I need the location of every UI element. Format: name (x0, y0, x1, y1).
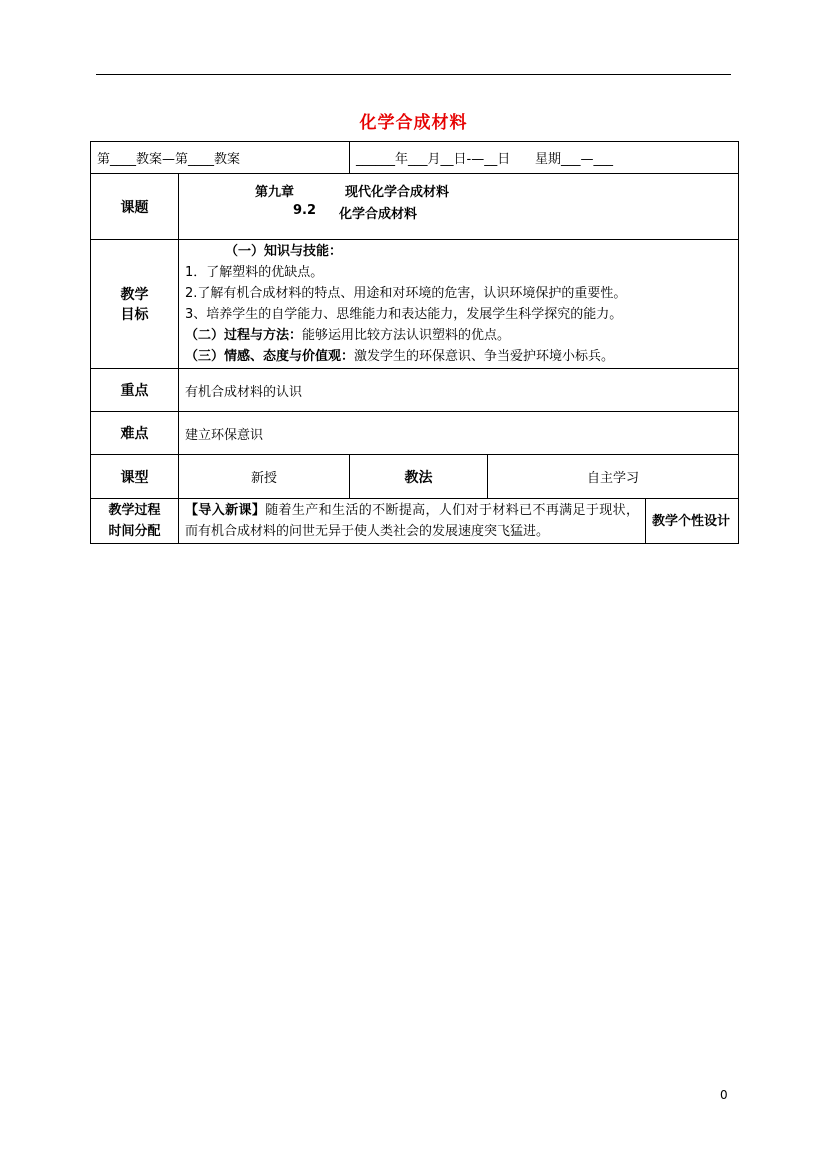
difficulty-label: 难点 (91, 412, 179, 455)
difficulty-row (91, 412, 739, 455)
process-label: 教学过程 时间分配 (91, 499, 179, 544)
chapter-name: 现代化学合成材料 (345, 184, 450, 200)
intro-tag: 【导入新课】 (185, 503, 266, 518)
process-row (91, 499, 739, 544)
goals-row (91, 240, 739, 369)
focus-cell: 有机合成材料的认识 (179, 369, 739, 412)
goals-cell (179, 240, 739, 369)
design-label: 教学个性设计 (646, 499, 739, 544)
document-title: 化学合成材料 (359, 113, 468, 133)
topic-label: 课题 (91, 174, 179, 240)
focus-row (91, 369, 739, 412)
goal-attitude: （三）情感、态度与价值观：激发学生的环保意识、争当爱护环境小标兵。 (185, 349, 615, 364)
intro-text: 随着生产和生活的不断提高，人们对于材料已不再满足于现状，而有机合成材料的问世无异于使人类社会的发展速度突飞猛进。 (185, 503, 639, 539)
section-name: 化学合成材料 (339, 206, 418, 222)
goal-line-2: 2.了解有机合成材料的特点、用途和对环境的危害，认识环境保护的重要性。 (185, 286, 627, 301)
goal-line-3: 3、培养学生的自学能力、思维能力和表达能力，发展学生科学探究的能力。 (185, 307, 623, 322)
goals-label: 教学 目标 (91, 240, 179, 369)
goal-heading-process: （二）过程与方法： (185, 328, 303, 343)
date-cell: ______年___月__日-—__日 星期___—___ (350, 142, 739, 174)
chapter-number: 第九章 (255, 184, 295, 200)
lesson-type-label: 课型 (91, 455, 179, 499)
process-intro-cell (179, 499, 646, 544)
header-rule (96, 74, 731, 75)
lesson-type-value: 新授 (179, 455, 350, 499)
goal-line-1: 1．了解塑料的优缺点。 (185, 265, 324, 280)
difficulty-cell: 建立环保意识 (179, 412, 739, 455)
header-row (91, 142, 739, 174)
goal-heading-knowledge: （一）知识与技能： (225, 244, 343, 259)
lesson-plan-table (90, 141, 739, 544)
teaching-method-label: 教法 (350, 455, 488, 499)
goal-heading-attitude: （三）情感、态度与价值观： (185, 349, 355, 364)
goal-process: （二）过程与方法：能够运用比较方法认识塑料的优点。 (185, 328, 511, 343)
lesson-type-row (91, 455, 739, 499)
page-number: 0 (720, 1088, 728, 1102)
teaching-method-value: 自主学习 (488, 455, 739, 499)
section-number: 9.2 (293, 202, 317, 218)
lesson-number-cell: 第____教案—第____教案 (91, 142, 350, 174)
topic-cell (179, 174, 739, 240)
topic-row (91, 174, 739, 240)
focus-label: 重点 (91, 369, 179, 412)
